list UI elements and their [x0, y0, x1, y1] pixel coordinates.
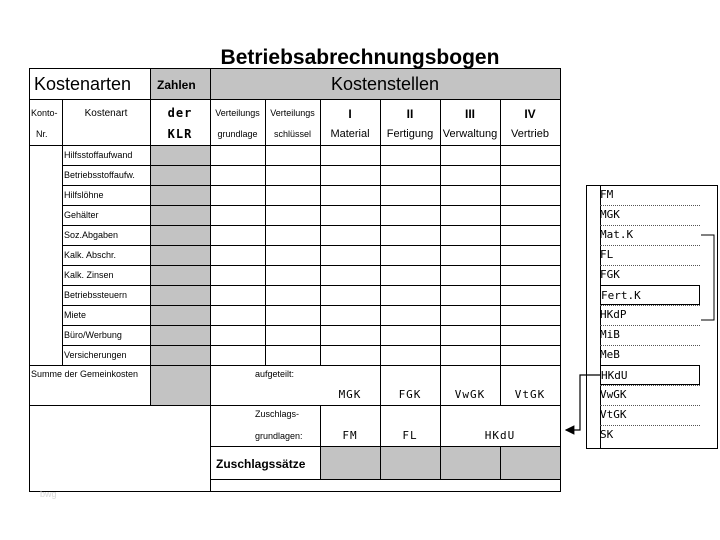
kostenart-label: Kostenart — [84, 108, 128, 119]
scheme-item: MiB — [600, 328, 620, 341]
aufgeteilt-label: aufgeteilt: — [255, 369, 295, 379]
page-title: Betriebsabrechnungsbogen — [220, 46, 500, 69]
row-label: Betriebssteuern — [64, 290, 128, 300]
row-label: Hilfsstoffaufwand — [64, 150, 133, 160]
hkdu-arrow — [566, 375, 600, 430]
verteilungs-label-1: Verteilungs — [215, 108, 260, 118]
mgk-value: MGK — [338, 388, 362, 401]
row-label: Versicherungen — [64, 350, 127, 360]
stelle-material: Material — [330, 128, 370, 140]
row-label: Büro/Werbung — [64, 330, 122, 340]
row-label: Kalk. Zinsen — [64, 270, 114, 280]
zuschlagssaetze-label: Zuschlagssätze — [216, 457, 306, 471]
fgk-value: FGK — [398, 388, 422, 401]
roman-4: IV — [524, 107, 536, 121]
hkdu-grundlage: HKdU — [484, 429, 516, 442]
fertk-bracket — [701, 235, 714, 320]
verteilungs-label-2: Verteilungs — [270, 108, 315, 118]
fm-grundlage: FM — [342, 429, 358, 442]
klr-label: KLR — [167, 127, 193, 141]
scheme-item: Mat.K — [600, 228, 634, 241]
roman-3: III — [464, 107, 475, 121]
scheme-item: Fert.K — [600, 285, 700, 305]
zahlen-heading: Zahlen — [157, 78, 196, 92]
der-label: der — [167, 106, 193, 120]
stelle-fertigung: Fertigung — [386, 128, 434, 140]
kostenstellen-heading: Kostenstellen — [330, 74, 440, 94]
scheme-item: FM — [600, 188, 614, 201]
watermark: bwg — [40, 489, 57, 499]
scheme-item: FGK — [600, 268, 620, 281]
row-label: Gehälter — [64, 210, 99, 220]
stelle-verwaltung: Verwaltung — [442, 128, 498, 140]
schluessel-label: schlüssel — [273, 129, 311, 139]
grundlage-label: grundlage — [217, 129, 258, 139]
fl-grundlage: FL — [402, 429, 418, 442]
scheme-item: HKdP — [600, 308, 627, 321]
scheme-item: MGK — [600, 208, 620, 221]
konto-label: Konto- — [31, 108, 58, 118]
summe-gemeinkosten-label: Summe der Gemeinkosten — [31, 369, 139, 379]
scheme-item: VwGK — [600, 388, 627, 401]
scheme-item: VtGK — [600, 408, 627, 421]
zuschlags-label: Zuschlags- — [255, 409, 300, 419]
nr-label: Nr. — [36, 129, 48, 139]
vwgk-value: VwGK — [454, 388, 486, 401]
grundlagen-label: grundlagen: — [255, 431, 303, 441]
scheme-item: MeB — [600, 348, 620, 361]
row-label: Soz.Abgaben — [64, 230, 119, 240]
vtgk-value: VtGK — [514, 388, 546, 401]
row-label: Kalk. Abschr. — [64, 250, 117, 260]
roman-2: II — [406, 107, 414, 121]
row-label: Betriebsstoffaufw. — [64, 170, 135, 180]
roman-1: I — [348, 107, 352, 121]
row-label: Hilfslöhne — [64, 190, 104, 200]
scheme-item: SK — [600, 428, 614, 441]
scheme-item: FL — [600, 248, 614, 261]
row-label: Miete — [64, 310, 87, 320]
kostenarten-heading: Kostenarten — [34, 74, 132, 94]
scheme-item: HKdU — [600, 365, 700, 385]
stelle-vertrieb: Vertrieb — [511, 128, 549, 140]
